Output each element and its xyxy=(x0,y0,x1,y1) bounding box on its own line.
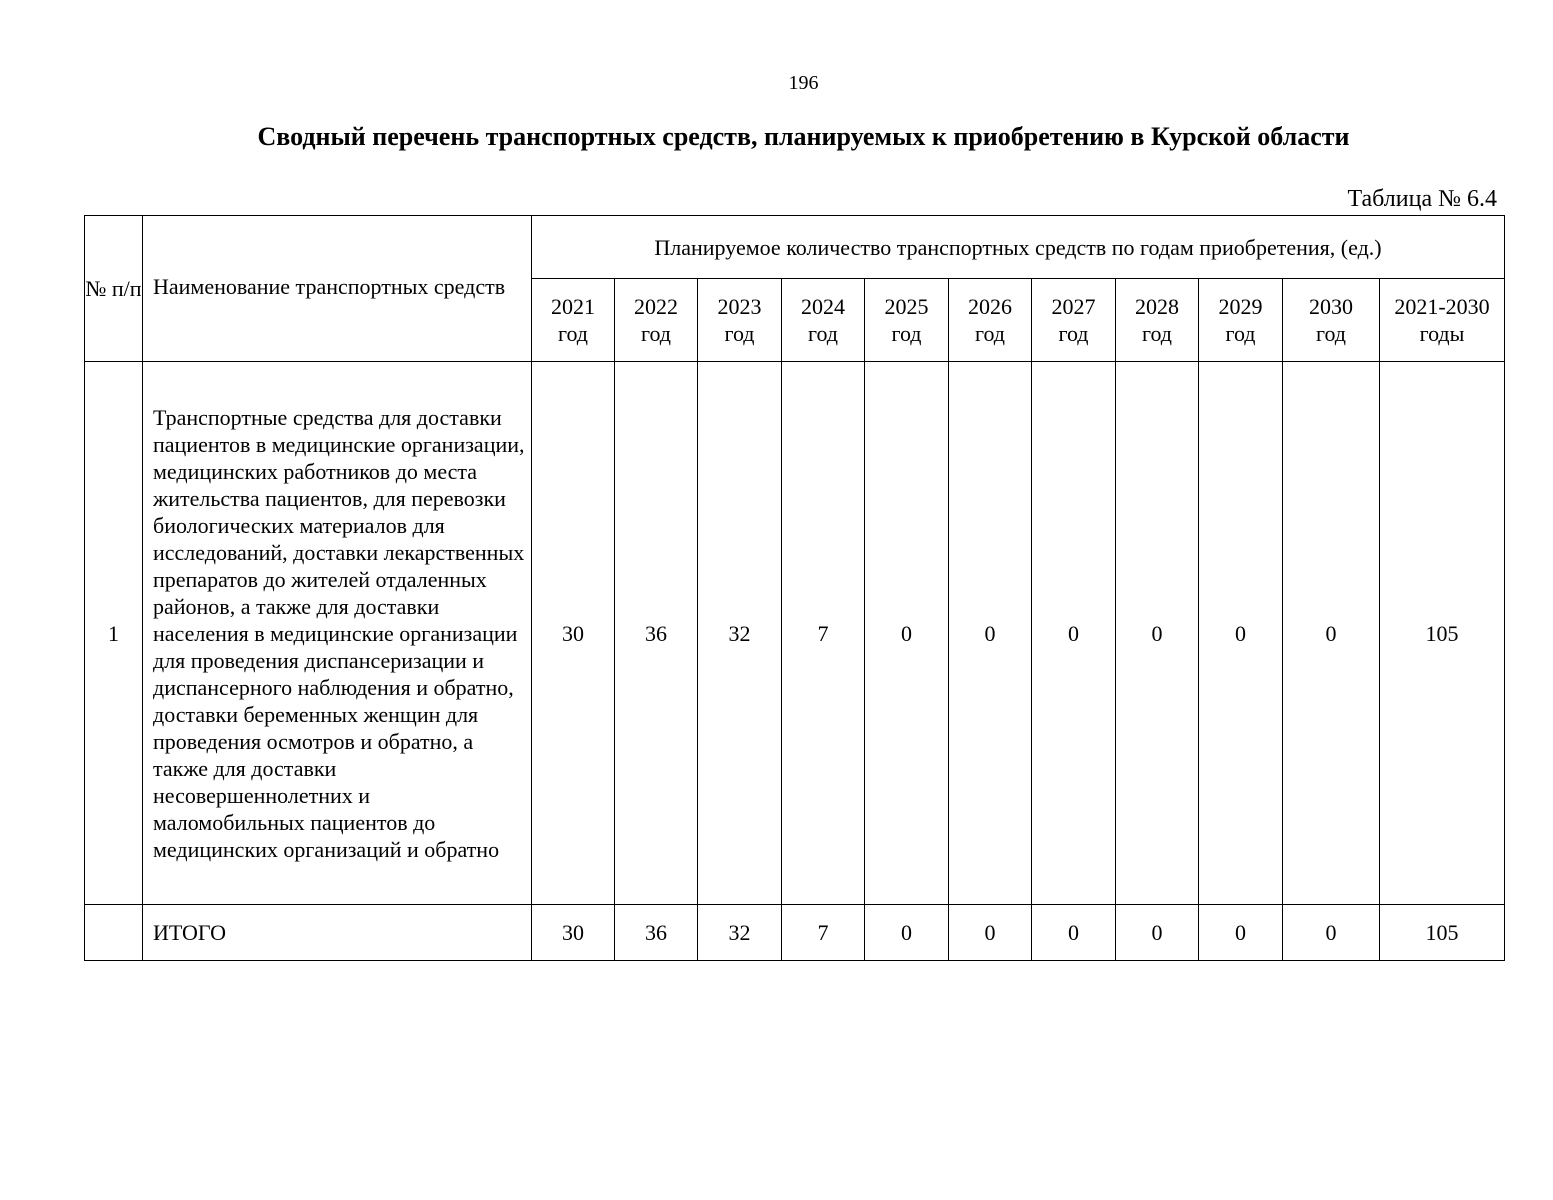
header-year xyxy=(1116,279,1199,362)
year-label: 2021 xyxy=(551,294,595,319)
value-cell: 0 xyxy=(865,362,949,905)
year-label: 2026 xyxy=(968,294,1012,319)
total-value-cell: 0 xyxy=(865,905,949,961)
total-label: ИТОГО xyxy=(143,905,532,961)
year-label: 2024 xyxy=(801,294,845,319)
year-label: 2029 xyxy=(1218,294,1263,319)
value-cell: 7 xyxy=(782,362,865,905)
year-unit: годы xyxy=(1419,321,1465,346)
row-name xyxy=(143,362,532,905)
year-unit: год xyxy=(807,321,839,346)
value-cell: 0 xyxy=(1032,362,1116,905)
document-title: Сводный перечень транспортных средств, планируемых к приобретению в Курской области xyxy=(257,122,1350,151)
total-value-cell: 0 xyxy=(949,905,1032,961)
year-label: 2023 xyxy=(717,294,762,319)
header-year xyxy=(698,279,782,362)
header-name-label: Наименование транспортных средств xyxy=(153,274,506,299)
year-unit: год xyxy=(1058,321,1089,346)
year-unit: год xyxy=(1315,321,1347,346)
page-number: 196 xyxy=(788,72,819,94)
header-row-group xyxy=(85,216,1505,279)
total-value-cell: 0 xyxy=(1199,905,1283,961)
year-unit: год xyxy=(640,321,672,346)
header-year xyxy=(782,279,865,362)
value-cell: 0 xyxy=(1283,362,1380,905)
table-row xyxy=(85,362,1505,905)
total-value-cell: 0 xyxy=(1116,905,1199,961)
header-year xyxy=(1283,279,1380,362)
year-unit: год xyxy=(724,321,755,346)
total-value-cell-grand: 105 xyxy=(1380,905,1505,961)
year-unit: год xyxy=(974,321,1006,346)
vehicle-summary-table xyxy=(84,215,1505,961)
total-value-cell: 7 xyxy=(782,905,865,961)
year-unit: год xyxy=(891,321,922,346)
total-row xyxy=(85,905,1505,961)
header-year xyxy=(949,279,1032,362)
year-unit: год xyxy=(1225,321,1256,346)
year-label: 2028 xyxy=(1135,294,1179,319)
total-value-cell: 36 xyxy=(615,905,698,961)
header-year xyxy=(615,279,698,362)
header-planned-quantity: Планируемое количество транспортных средств по годам приобретения, (ед.) xyxy=(532,216,1505,279)
year-unit: год xyxy=(557,321,589,346)
header-year xyxy=(532,279,615,362)
value-cell: 0 xyxy=(949,362,1032,905)
total-value-cell: 0 xyxy=(1032,905,1116,961)
value-cell-total: 105 xyxy=(1380,362,1505,905)
year-label: 2021-2030 xyxy=(1394,294,1490,319)
year-label: 2030 xyxy=(1309,294,1353,319)
table-label: Таблица № 6.4 xyxy=(1347,186,1497,212)
header-year xyxy=(865,279,949,362)
row-num: 1 xyxy=(85,362,143,905)
year-label: 2025 xyxy=(884,294,929,319)
row-name-text: Транспортные средства для доставки пациентов в медицинские организации, медицинских работников до места жительства пациентов, для перевозки биологических материалов для исследований, доставки лекарственных препаратов до жителей отдаленных районов, а также для доставки населения в медицинские организации для проведения диспансеризации и диспансерного наблюдения и обратно, доставки беременных женщин для проведения осмотров и обратно, а также для доставки несовершеннолетних и маломобильных пациентов до медицинских организаций и обратно xyxy=(153,404,525,862)
total-value-cell: 32 xyxy=(698,905,782,961)
year-label: 2022 xyxy=(634,294,678,319)
header-year-total xyxy=(1380,279,1505,362)
total-num xyxy=(85,905,143,961)
total-value-cell: 0 xyxy=(1283,905,1380,961)
value-cell: 0 xyxy=(1116,362,1199,905)
value-cell: 0 xyxy=(1199,362,1283,905)
year-label: 2027 xyxy=(1051,294,1096,319)
value-cell: 30 xyxy=(532,362,615,905)
value-cell: 36 xyxy=(615,362,698,905)
total-value-cell: 30 xyxy=(532,905,615,961)
header-num: № п/п xyxy=(85,216,143,362)
header-name xyxy=(143,216,532,362)
header-year xyxy=(1032,279,1116,362)
header-year xyxy=(1199,279,1283,362)
year-unit: год xyxy=(1141,321,1173,346)
value-cell: 32 xyxy=(698,362,782,905)
